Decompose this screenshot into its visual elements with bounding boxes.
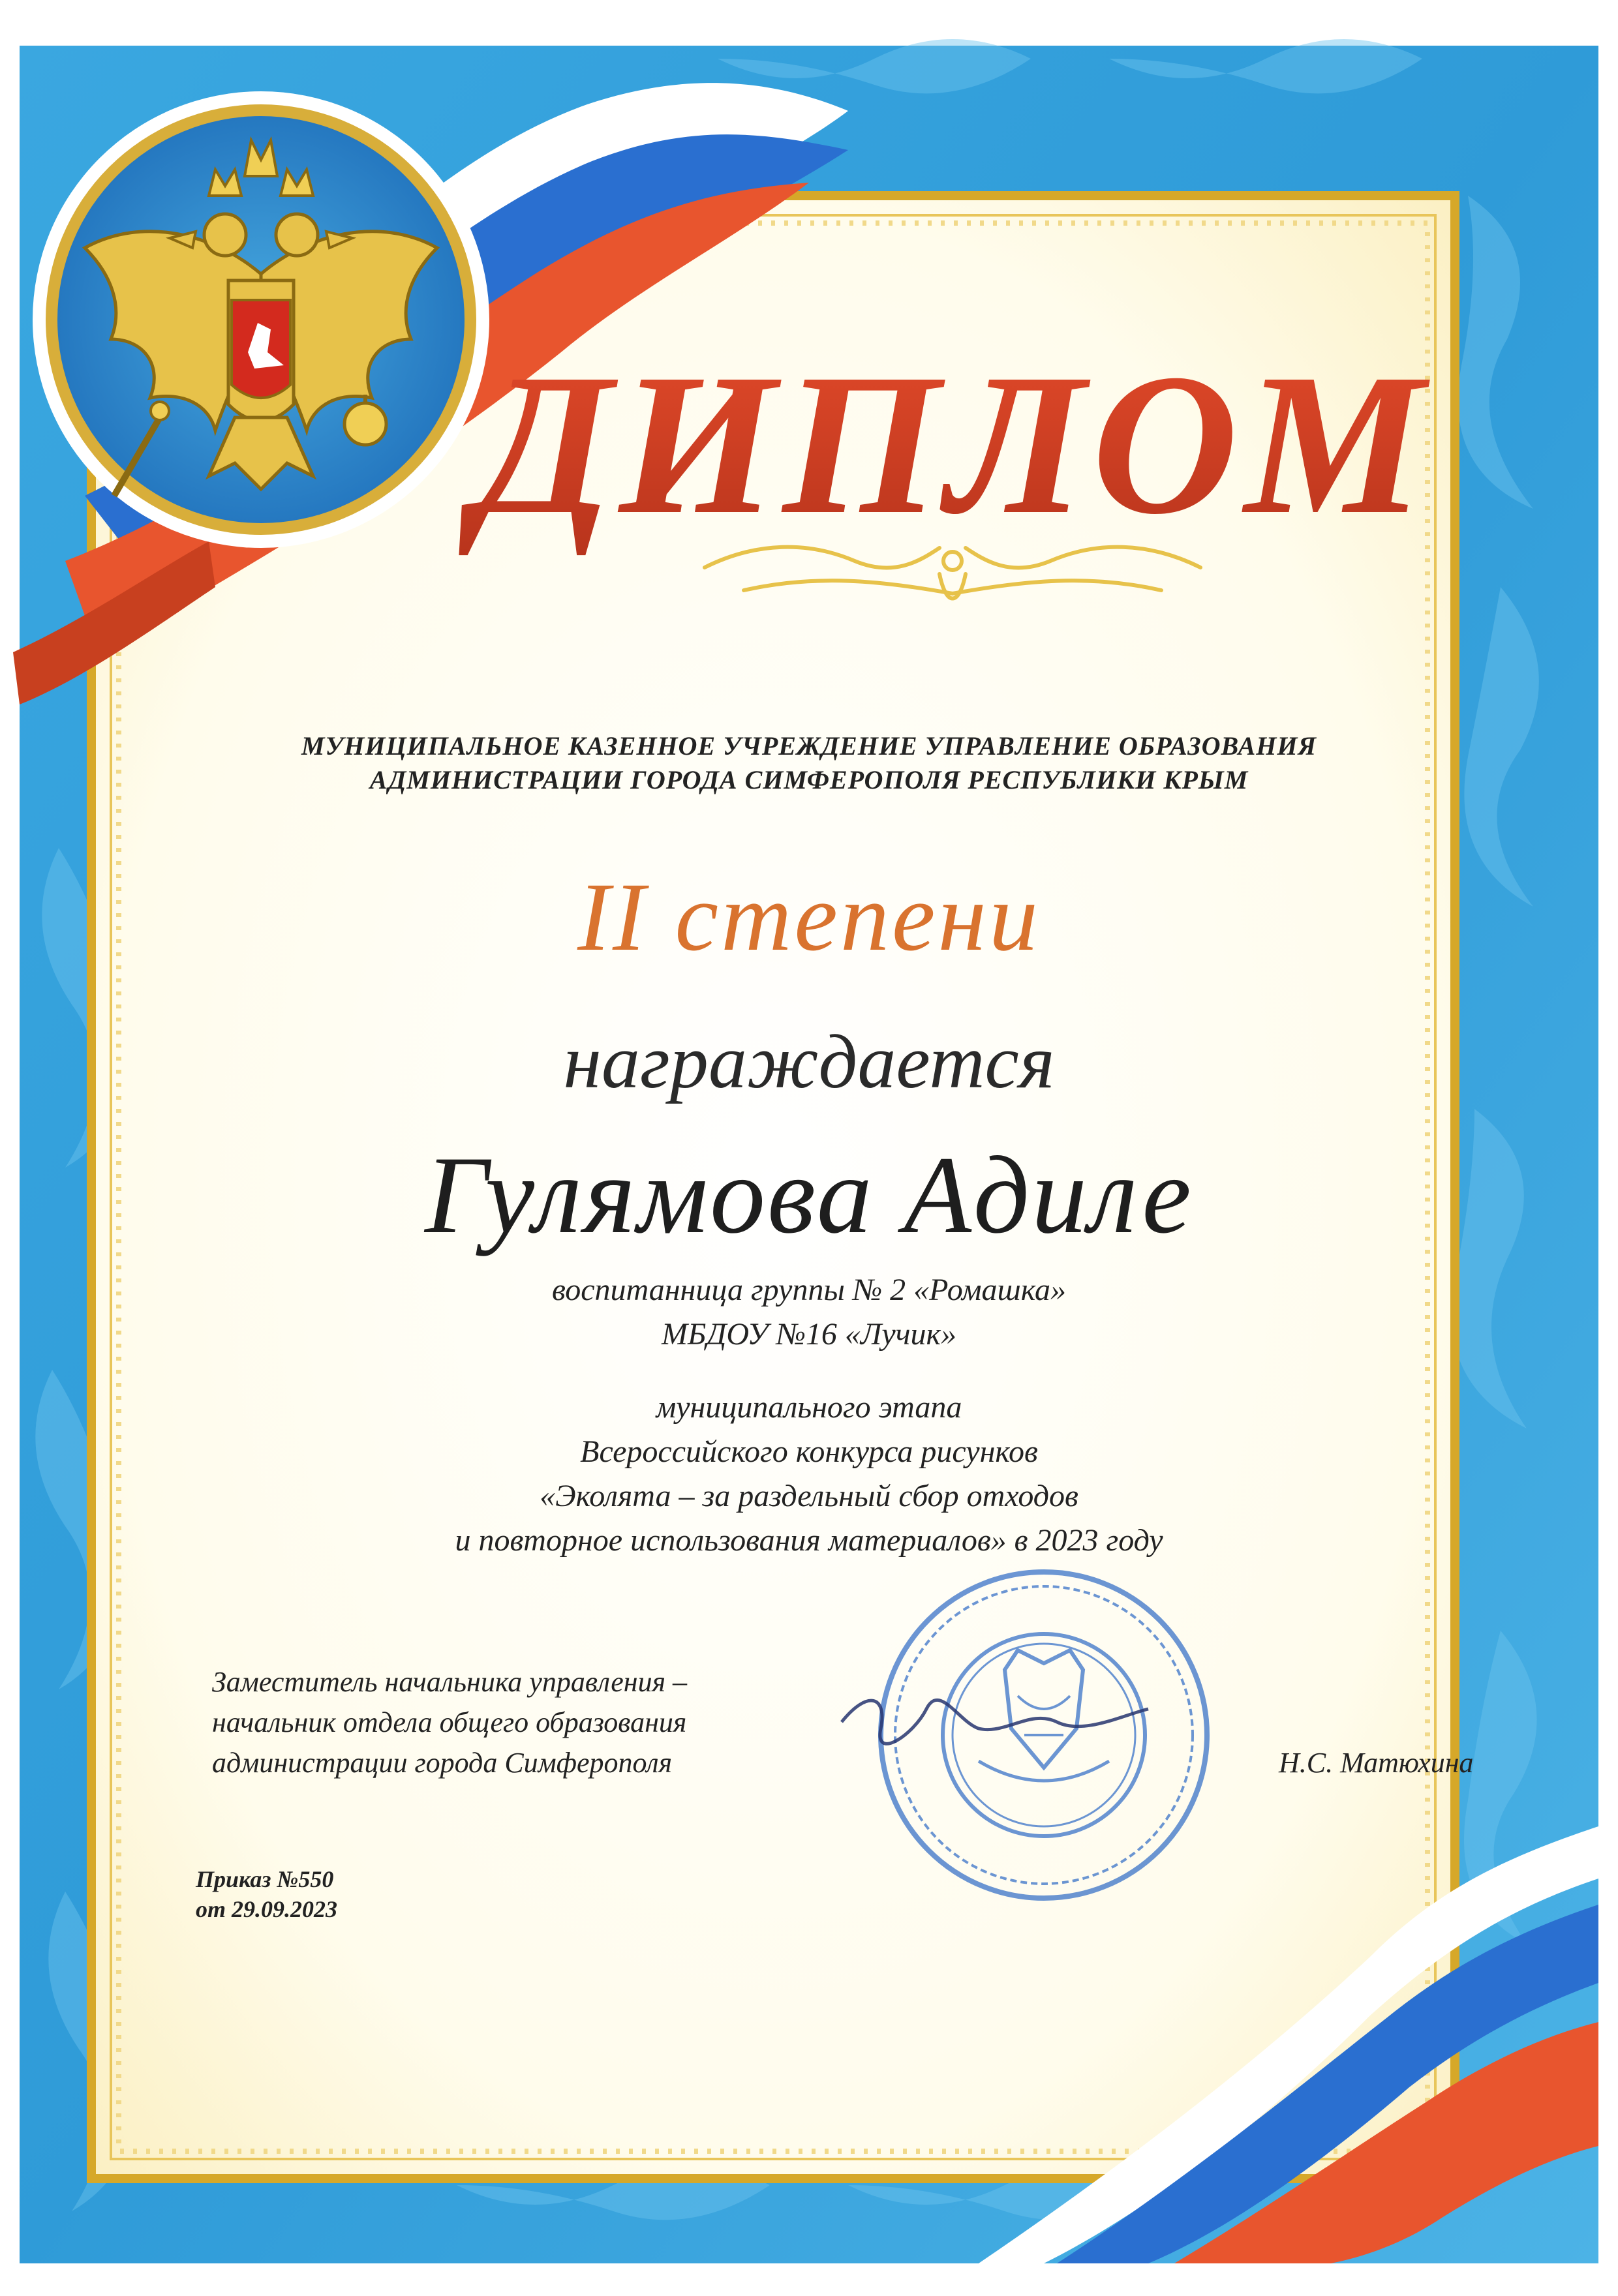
order-number: Приказ №550	[196, 1866, 334, 1892]
contest-description-line-4: и повторное использования материалов» в 2023 году	[455, 1523, 1163, 1558]
organization-line-2: АДМИНИСТРАЦИИ ГОРОДА СИМФЕРОПОЛЯ РЕСПУБЛИКИ КРЫМ	[369, 765, 1249, 794]
russian-coat-of-arms-icon	[33, 91, 489, 548]
contest-description-line-2: Всероссийского конкурса рисунков	[580, 1434, 1038, 1469]
signer-title-line-1: Заместитель начальника управления –	[212, 1666, 688, 1698]
diploma-title: ДИПЛОМ	[474, 333, 1431, 556]
recipient-school: МБДОУ №16 «Лучик»	[661, 1317, 956, 1352]
awarded-label: награждается	[563, 1019, 1055, 1104]
signer-title-line-2: начальник отдела общего образования	[212, 1706, 687, 1738]
contest-description-line-3: «Эколята – за раздельный сбор отходов	[540, 1479, 1078, 1513]
order-date: от 29.09.2023	[196, 1896, 338, 1922]
award-degree: II степени	[577, 863, 1041, 971]
signer-name: Н.С. Матюхина	[1279, 1747, 1474, 1779]
contest-description-line-1: муниципального этапа	[656, 1390, 962, 1425]
organization-line-1: МУНИЦИПАЛЬНОЕ КАЗЕННОЕ УЧРЕЖДЕНИЕ УПРАВЛЕНИЕ ОБРАЗОВАНИЯ	[301, 731, 1317, 761]
signer-title-line-3: администрации города Симферополя	[212, 1747, 673, 1779]
recipient-name: Гулямова Адиле	[425, 1134, 1193, 1256]
recipient-group: воспитанница группы № 2 «Ромашка»	[551, 1273, 1066, 1307]
